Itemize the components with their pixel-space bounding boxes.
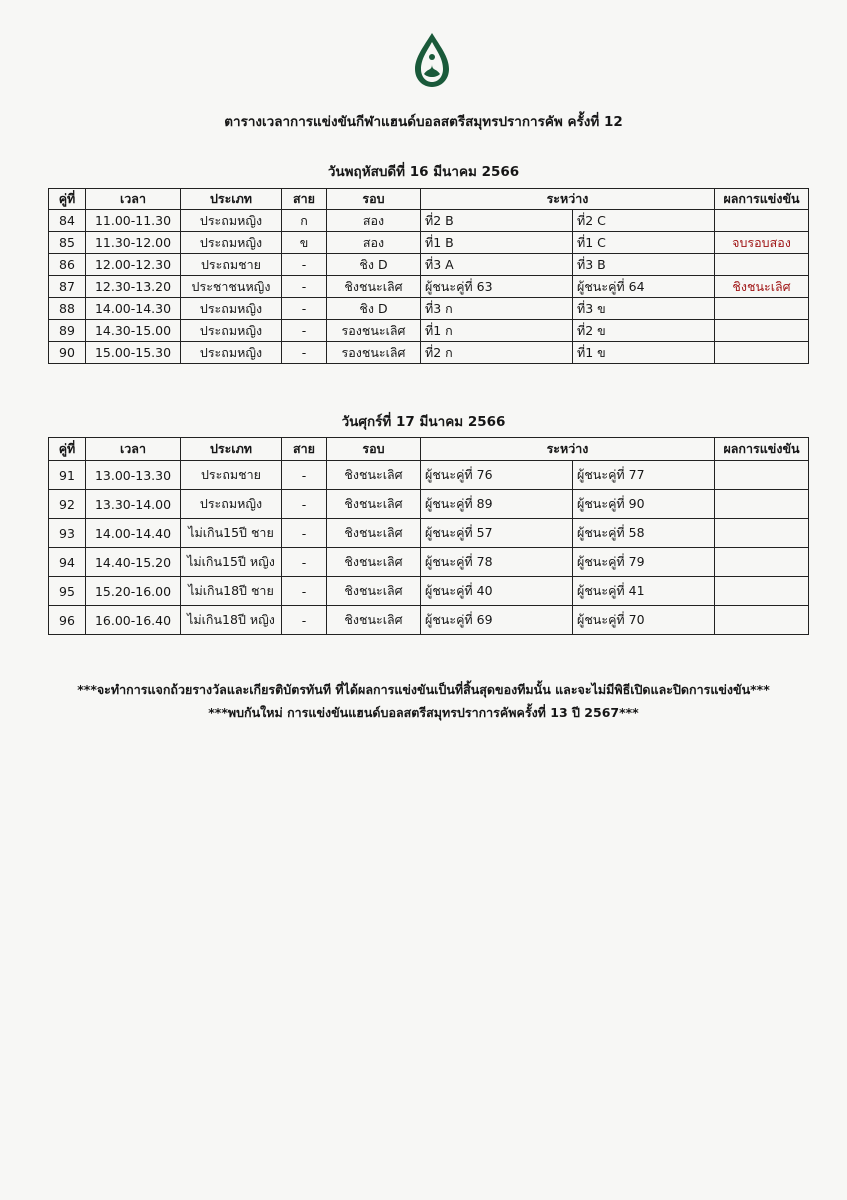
cell-match: 85: [49, 232, 86, 254]
cell-team-b: ผู้ชนะคู่ที่ 77: [573, 461, 715, 490]
cell-result: [715, 606, 809, 635]
cell-group: ก: [282, 210, 327, 232]
cell-time: 11.30-12.00: [86, 232, 181, 254]
table-row: [49, 606, 809, 635]
col-header-time: เวลา: [86, 189, 181, 210]
cell-team-b: ผู้ชนะคู่ที่ 41: [573, 577, 715, 606]
table-row: [49, 548, 809, 577]
cell-time: 11.00-11.30: [86, 210, 181, 232]
cell-team-a: ผู้ชนะคู่ที่ 78: [421, 548, 573, 577]
cell-result: [715, 320, 809, 342]
cell-team-b: ที่2 ข: [573, 320, 715, 342]
cell-match: 84: [49, 210, 86, 232]
cell-type: ประถมหญิง: [181, 232, 282, 254]
cell-time: 14.00-14.40: [86, 519, 181, 548]
cell-round: ชิงชนะเลิศ: [327, 461, 421, 490]
cell-team-a: ผู้ชนะคู่ที่ 69: [421, 606, 573, 635]
schedule-table-day1: [48, 188, 809, 364]
cell-type: ประชาชนหญิง: [181, 276, 282, 298]
cell-round: ชิงชนะเลิศ: [327, 276, 421, 298]
cell-time: 13.30-14.00: [86, 490, 181, 519]
table-row: [49, 490, 809, 519]
table-row: [49, 210, 809, 232]
cell-result: [715, 577, 809, 606]
col-header-match: คู่ที่: [49, 438, 86, 461]
cell-result: [715, 548, 809, 577]
cell-round: สอง: [327, 232, 421, 254]
cell-type: ประถมหญิง: [181, 320, 282, 342]
cell-type: ประถมหญิง: [181, 490, 282, 519]
cell-type: ไม่เกิน15ปี ชาย: [181, 519, 282, 548]
cell-team-b: ผู้ชนะคู่ที่ 79: [573, 548, 715, 577]
school-logo: [402, 30, 462, 90]
cell-group: -: [282, 342, 327, 364]
cell-result: [715, 519, 809, 548]
cell-team-a: ที่2 ก: [421, 342, 573, 364]
col-header-group: สาย: [282, 189, 327, 210]
cell-team-a: ผู้ชนะคู่ที่ 57: [421, 519, 573, 548]
cell-team-b: ที่1 ข: [573, 342, 715, 364]
cell-round: ชิงชนะเลิศ: [327, 577, 421, 606]
cell-match: 92: [49, 490, 86, 519]
cell-team-a: ที่1 ก: [421, 320, 573, 342]
cell-team-b: ที่2 C: [573, 210, 715, 232]
cell-time: 12.00-12.30: [86, 254, 181, 276]
cell-team-a: ที่2 B: [421, 210, 573, 232]
col-header-result: ผลการแข่งขัน: [715, 189, 809, 210]
day1-heading: วันพฤหัสบดีที่ 16 มีนาคม 2566: [327, 164, 520, 180]
cell-time: 12.30-13.20: [86, 276, 181, 298]
cell-team-a: ที่1 B: [421, 232, 573, 254]
cell-team-a: ที่3 ก: [421, 298, 573, 320]
table-header-row: [49, 438, 809, 461]
table-row: [49, 342, 809, 364]
cell-time: 13.00-13.30: [86, 461, 181, 490]
cell-group: -: [282, 490, 327, 519]
cell-team-b: ที่3 B: [573, 254, 715, 276]
cell-match: 93: [49, 519, 86, 548]
table-row: [49, 577, 809, 606]
cell-round: ชิงชนะเลิศ: [327, 490, 421, 519]
schedule-table-day2: [48, 437, 809, 635]
col-header-time: เวลา: [86, 438, 181, 461]
cell-result: ชิงชนะเลิศ: [715, 276, 809, 298]
cell-time: 16.00-16.40: [86, 606, 181, 635]
cell-team-a: ผู้ชนะคู่ที่ 89: [421, 490, 573, 519]
cell-team-b: ผู้ชนะคู่ที่ 58: [573, 519, 715, 548]
cell-type: ไม่เกิน15ปี หญิง: [181, 548, 282, 577]
col-header-group: สาย: [282, 438, 327, 461]
cell-result: จบรอบสอง: [715, 232, 809, 254]
cell-round: ชิงชนะเลิศ: [327, 606, 421, 635]
cell-group: -: [282, 519, 327, 548]
water-drop-emblem-icon: [402, 30, 462, 90]
col-header-round: รอบ: [327, 438, 421, 461]
cell-type: ประถมชาย: [181, 254, 282, 276]
cell-group: -: [282, 254, 327, 276]
award-note: ***จะทำการแจกถ้วยรางวัลและเกียรติบัตรทันที ที่ได้ผลการแข่งขันเป็นที่สิ้นสุดของทีมนั้น และจะไม่มีพิธีเปิดและปิดการแข่งขัน***: [77, 682, 770, 697]
cell-time: 14.00-14.30: [86, 298, 181, 320]
cell-result: [715, 298, 809, 320]
col-header-type: ประเภท: [181, 438, 282, 461]
table-row: [49, 298, 809, 320]
document-title: ตารางเวลาการแข่งขันกีฬาแฮนด์บอลสตรีสมุทรปราการคัพ ครั้งที่ 12: [224, 114, 623, 130]
cell-group: -: [282, 276, 327, 298]
col-header-type: ประเภท: [181, 189, 282, 210]
cell-group: -: [282, 606, 327, 635]
cell-result: [715, 254, 809, 276]
cell-group: -: [282, 461, 327, 490]
cell-match: 86: [49, 254, 86, 276]
cell-match: 90: [49, 342, 86, 364]
cell-group: ข: [282, 232, 327, 254]
cell-type: ประถมหญิง: [181, 210, 282, 232]
cell-team-a: ผู้ชนะคู่ที่ 40: [421, 577, 573, 606]
table-row: [49, 232, 809, 254]
cell-team-b: ผู้ชนะคู่ที่ 64: [573, 276, 715, 298]
cell-result: [715, 210, 809, 232]
col-header-round: รอบ: [327, 189, 421, 210]
cell-time: 14.40-15.20: [86, 548, 181, 577]
cell-match: 96: [49, 606, 86, 635]
cell-team-b: ที่1 C: [573, 232, 715, 254]
col-header-between: ระหว่าง: [421, 189, 715, 210]
cell-type: ประถมหญิง: [181, 342, 282, 364]
cell-team-b: ผู้ชนะคู่ที่ 90: [573, 490, 715, 519]
table-header-row: [49, 189, 809, 210]
cell-round: ชิงชนะเลิศ: [327, 548, 421, 577]
cell-match: 94: [49, 548, 86, 577]
cell-type: ไม่เกิน18ปี หญิง: [181, 606, 282, 635]
table-row: [49, 276, 809, 298]
cell-group: -: [282, 298, 327, 320]
col-header-between: ระหว่าง: [421, 438, 715, 461]
cell-round: สอง: [327, 210, 421, 232]
table-row: [49, 254, 809, 276]
cell-match: 91: [49, 461, 86, 490]
cell-group: -: [282, 320, 327, 342]
cell-time: 15.20-16.00: [86, 577, 181, 606]
cell-group: -: [282, 548, 327, 577]
cell-result: [715, 342, 809, 364]
col-header-result: ผลการแข่งขัน: [715, 438, 809, 461]
cell-time: 14.30-15.00: [86, 320, 181, 342]
cell-round: รองชนะเลิศ: [327, 342, 421, 364]
next-event-note: ***พบกันใหม่ การแข่งขันแฮนด์บอลสตรีสมุทรปราการคัพครั้งที่ 13 ปี 2567***: [208, 705, 639, 720]
cell-team-a: ผู้ชนะคู่ที่ 63: [421, 276, 573, 298]
cell-type: ไม่เกิน18ปี ชาย: [181, 577, 282, 606]
cell-round: ชิง D: [327, 254, 421, 276]
cell-result: [715, 490, 809, 519]
cell-match: 88: [49, 298, 86, 320]
cell-match: 89: [49, 320, 86, 342]
cell-group: -: [282, 577, 327, 606]
day2-heading: วันศุกร์ที่ 17 มีนาคม 2566: [341, 414, 506, 430]
cell-round: รองชนะเลิศ: [327, 320, 421, 342]
cell-time: 15.00-15.30: [86, 342, 181, 364]
table-row: [49, 320, 809, 342]
cell-round: ชิง D: [327, 298, 421, 320]
table-row: [49, 519, 809, 548]
cell-result: [715, 461, 809, 490]
table-row: [49, 461, 809, 490]
cell-team-b: ที่3 ข: [573, 298, 715, 320]
col-header-match: คู่ที่: [49, 189, 86, 210]
cell-type: ประถมชาย: [181, 461, 282, 490]
cell-type: ประถมหญิง: [181, 298, 282, 320]
cell-match: 95: [49, 577, 86, 606]
cell-team-a: ผู้ชนะคู่ที่ 76: [421, 461, 573, 490]
cell-team-b: ผู้ชนะคู่ที่ 70: [573, 606, 715, 635]
cell-round: ชิงชนะเลิศ: [327, 519, 421, 548]
cell-match: 87: [49, 276, 86, 298]
cell-team-a: ที่3 A: [421, 254, 573, 276]
